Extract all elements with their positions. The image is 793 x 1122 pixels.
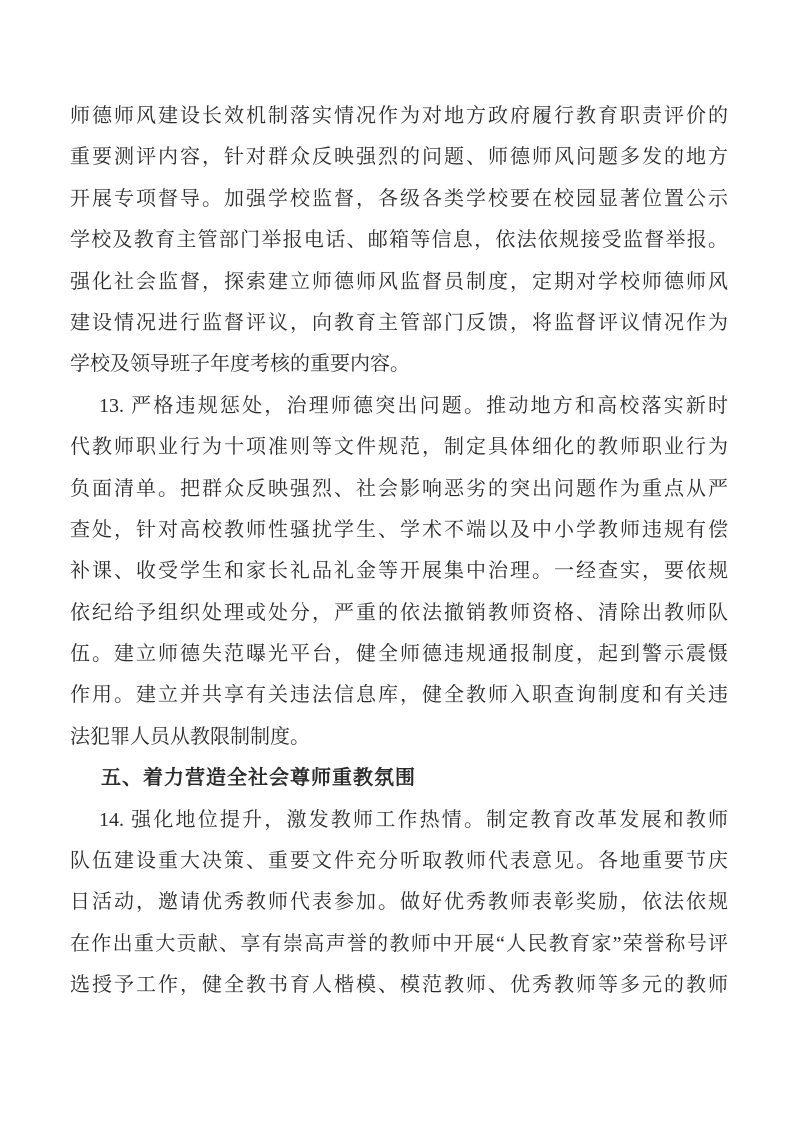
text-line: 在作出重大贡献、享有崇高声誉的教师中开展“人民教育家”荣誉称号评 xyxy=(70,932,728,955)
text-content xyxy=(70,96,728,1007)
text-line-item-14-start: 14. 强化地位提升，激发教师工作热情。制定教育改革发展和教师 xyxy=(99,808,728,831)
text-line: 队伍建设重大决策、重要文件充分听取教师代表意见。各地重要节庆 xyxy=(70,850,728,873)
text-line: 开展专项督导。加强学校监督，各级各类学校要在校园显著位置公示 xyxy=(70,187,728,210)
section-heading-5: 五、着力营造全社会尊师重教氛围 xyxy=(101,767,416,790)
paragraph-continuation xyxy=(70,96,728,386)
text-line: 查处，针对高校教师性骚扰学生、学术不端以及中小学教师违规有偿 xyxy=(70,518,728,541)
text-line: 作用。建立并共享有关违法信息库，健全教师入职查询制度和有关违 xyxy=(70,684,728,707)
text-line: 代教师职业行为十项准则等文件规范，制定具体细化的教师职业行为 xyxy=(70,436,728,459)
text-line: 建设情况进行监督评议，向教育主管部门反馈，将监督评议情况作为 xyxy=(70,311,728,334)
text-line: 学校及教育主管部门举报电话、邮箱等信息，依法依规接受监督举报。 xyxy=(70,229,728,252)
paragraph-item-13 xyxy=(70,386,728,759)
text-line-item-13-start: 13. 严格违规惩处，治理师德突出问题。推动地方和高校落实新时 xyxy=(99,394,728,417)
text-line: 日活动，邀请优秀教师代表参加。做好优秀教师表彰奖励，依法依规 xyxy=(70,891,728,914)
text-line: 依纪给予组织处理或处分，严重的依法撤销教师资格、清除出教师队 xyxy=(70,601,728,624)
text-line: 师德师风建设长效机制落实情况作为对地方政府履行教育职责评价的 xyxy=(70,105,728,127)
text-line: 法犯罪人员从教限制制度。 xyxy=(70,725,310,748)
text-line: 学校及领导班子年度考核的重要内容。 xyxy=(70,353,410,376)
text-line: 强化社会监督，探索建立师德师风监督员制度，定期对学校师德师风 xyxy=(70,270,728,293)
text-line: 补课、收受学生和家长礼品礼金等开展集中治理。一经查实，要依规 xyxy=(70,560,728,583)
text-line: 伍。建立师德失范曝光平台，健全师德违规通报制度，起到警示震慑 xyxy=(70,643,728,666)
text-line: 选授予工作，健全教书育人楷模、模范教师、优秀教师等多元的教师 xyxy=(70,974,728,997)
text-line: 负面清单。把群众反映强烈、社会影响恶劣的突出问题作为重点从严 xyxy=(70,477,728,500)
text-line: 重要测评内容，针对群众反映强烈的问题、师德师风问题多发的地方 xyxy=(70,146,728,169)
paragraph-item-14 xyxy=(70,800,728,1007)
